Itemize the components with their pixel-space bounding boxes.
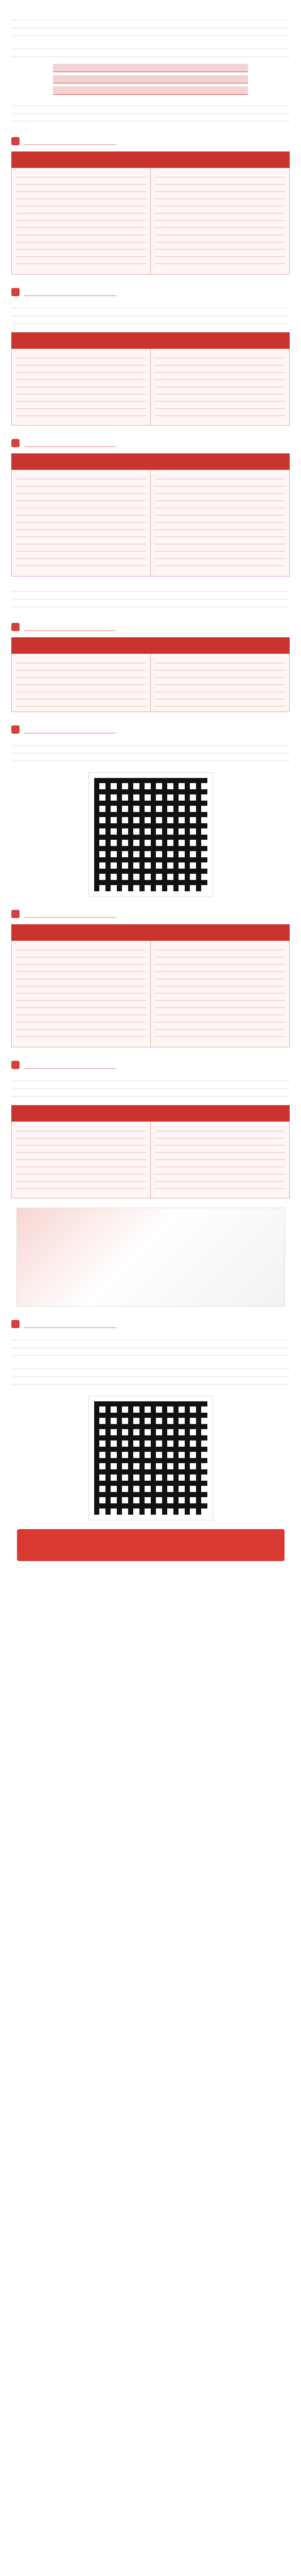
table-header — [151, 454, 290, 470]
article-section — [11, 910, 290, 1047]
section-title — [11, 725, 290, 734]
table-cell — [12, 1122, 151, 1198]
section-bullet-icon — [11, 439, 20, 447]
qr-code-icon — [89, 773, 213, 896]
table-cell — [12, 470, 151, 577]
comparison-table — [11, 453, 290, 577]
section-paragraph — [11, 1075, 290, 1099]
table-cell — [12, 168, 151, 275]
article-section — [11, 725, 290, 896]
table-cell — [151, 349, 290, 426]
table-cell — [12, 349, 151, 426]
comparison-table — [11, 924, 290, 1047]
table-header — [12, 1106, 151, 1122]
table-header — [12, 454, 151, 470]
table-header — [151, 152, 290, 168]
table-cell — [151, 168, 290, 275]
banner-icon — [17, 1529, 285, 1561]
intro-paragraph — [11, 100, 290, 124]
section-title — [11, 439, 290, 447]
section-paragraph — [11, 1334, 290, 1358]
article-section — [11, 439, 290, 609]
section-bullet-icon — [11, 910, 20, 918]
section-paragraph — [11, 302, 290, 326]
article-section — [11, 1320, 290, 1561]
section-title — [11, 623, 290, 631]
section-title — [11, 1061, 290, 1069]
promo-image-icon — [16, 1208, 285, 1307]
section-bullet-icon — [11, 288, 20, 296]
article-section — [11, 288, 290, 426]
section-bullet-icon — [11, 137, 20, 145]
table-header — [151, 638, 290, 654]
comparison-table — [11, 637, 290, 712]
article-link[interactable] — [53, 64, 248, 72]
section-paragraph — [11, 586, 290, 609]
article-section — [11, 623, 290, 712]
section-bullet-icon — [11, 725, 20, 734]
highlight-links[interactable] — [11, 64, 290, 95]
table-header — [12, 925, 151, 941]
section-title — [11, 137, 290, 145]
section-title — [11, 1320, 290, 1328]
table-cell — [12, 941, 151, 1047]
section-title — [11, 910, 290, 918]
table-header — [12, 152, 151, 168]
table-header — [151, 925, 290, 941]
article-link[interactable] — [53, 87, 248, 95]
article-section — [11, 137, 290, 275]
section-bullet-icon — [11, 1061, 20, 1069]
table-header — [12, 333, 151, 349]
article-section — [11, 1061, 290, 1198]
article-link[interactable] — [53, 75, 248, 83]
comparison-table — [11, 332, 290, 426]
section-bullet-icon — [11, 623, 20, 631]
intro-paragraph — [11, 14, 290, 38]
table-header — [151, 333, 290, 349]
table-cell — [151, 941, 290, 1047]
comparison-table — [11, 1105, 290, 1198]
comparison-table — [11, 151, 290, 275]
intro-paragraph — [11, 43, 290, 59]
table-cell — [12, 654, 151, 712]
table-cell — [151, 1122, 290, 1198]
section-paragraph — [11, 1363, 290, 1387]
section-title — [11, 288, 290, 296]
table-header — [12, 638, 151, 654]
page-footer-space — [11, 1570, 290, 1596]
table-cell — [151, 654, 290, 712]
article-content — [11, 0, 290, 1596]
section-bullet-icon — [11, 1320, 20, 1328]
table-header — [151, 1106, 290, 1122]
section-paragraph — [11, 740, 290, 764]
table-cell — [151, 470, 290, 577]
qr-code-icon — [89, 1396, 213, 1520]
